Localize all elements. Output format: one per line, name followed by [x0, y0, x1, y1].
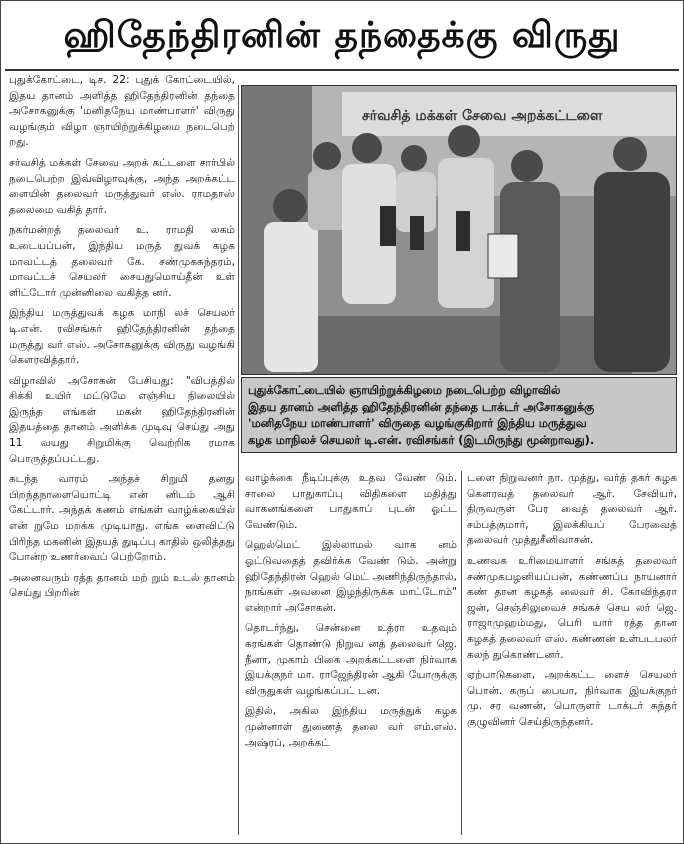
column-divider	[461, 471, 462, 835]
caption-line: புதுக்கோட்டையில் ஞாயிற்றுக்கிழமை நடைபெற்ற விழாவில்	[248, 383, 561, 397]
headline-rule	[5, 69, 679, 71]
article-column-3	[467, 471, 677, 839]
caption-line: கழக மாநிலச் செயலர் டி.என். ரவிசங்கர் (இடமிருந்து மூன்றாவது).	[248, 432, 595, 447]
column-divider	[238, 85, 239, 835]
article-paragraph: இந்திய மருத்துவக் கழக மாநி லச் செயலர் டி.என். ரவிசங்கர் ஹிதேந்திரனின் தந்தை மருத்து வர் எஸ். அசோகனுக்கு விருது வழங்கி கௌரவித்தார்.	[9, 307, 235, 367]
photo-caption	[241, 377, 677, 453]
article-paragraph: உணவக உரிமையாளர் சங்கத் தலைவர் சண்முகபழனியப்பன், கண்ணப்ப நாயனார் கண் தான கழகத் லைவர் சி. கோவிந்தரா ஜன், செஞ்சிலுவைச் சங்கச் செய லர் ஜெ. ராஜாமுஹம்மது, பெரி யார் ரத்த தான கழகத் தலைவர் எஸ். கண்ணன் உள்படபலர் கலந் துகொண்டனர்.	[467, 554, 677, 661]
article-paragraph: ஏற்பாடுகளை, அறக்கட்ட ளைச் செயலர் பொன். கருப் பையா, நிர்வாக இயக்குநர் மு. சர வணன், பொருளர் டாக்டர் சுந்தர் குழுவினர் செய்திருந்தனர்.	[467, 669, 677, 728]
photo-illustration	[242, 86, 677, 375]
article-column-1	[9, 73, 235, 839]
article-paragraph: டளை நிறுவனர் நா. முத்து, வர்த் தகர் கழக கௌரவத் தலைவர் ஆர். சேவியர், திருவருள் பேர வைத் தலைவர் ஆர். சம்பத்குமார், இலக்கியப் பேரவைத் தலைவர் முத்துசீனிவாசன்.	[467, 472, 677, 547]
headline: ஹிதேந்திரனின் தந்தைக்கு விருது	[63, 15, 621, 56]
article-column-2	[245, 471, 457, 839]
article-paragraph: தொடர்ந்து, சென்னை உத்ரா உதவும் கரங்கள் தொண்டு நிறுவ னத் தலைவர் ஜெ. நீனா, முகாம் பிகை அறக்கட்டளை நிர்வாக இயக்குநர் மா. ராஜேந்திரன் ஆகி யோருக்கு விருதுகள் வழங்கப்பட் டன.	[245, 622, 457, 697]
article-paragraph: ஹெல்மெட் இல்லாமல் வாக னம் ஓட்டுவதைத் தவிர்க்க வேண் டும். அன்று ஹிதேந்திரன் ஹெல் மெட் அணிந்திருந்தால், நாங்கள் அவனை இழந்திருக்க மாட்டோம்" என்றார் அசோகன்.	[245, 539, 457, 614]
article-paragraph: விழாவில் அசோகன் பேசியது: "விபத்தில் சிக்கி உயிர் மட்டுமே எஞ்சிய நிலையில் இருந்த எங்கள் மகன் ஹிதேந்திரனின் இதயத்தை தானம் அளிக்க முடிவு செய்து அது 11 வயது சிறுமிக்கு வெற்றிக ரமாக பொருத்தப்பட்டது.	[9, 374, 235, 465]
article-paragraph: நகர்மன்றத் தலைவர் உ. ராமதி லகம் உடையப்பன், இந்திய மருத் துவக் கழக மாவட்டத் தலைவர் கே. சண்முகசுந்தரம், மாவட்டச் செயலர் சையதுமொய்தீன் உள் ளிட்டோர் முன்னிலை வகித்த னர்.	[9, 224, 235, 299]
article-paragraph: அனைவரும் ரத்த தானம் மற் றும் உடல் தானம் செய்து பிறரின்	[9, 571, 235, 600]
article-paragraph: சர்வசித் மக்கள் சேவை அறக் கட்டளை சார்பில் நடைபெற்ற இவ்விழாவுக்கு, அந்த அறக்கட்ட ளையின் தலைவர் மருத்துவர் எஸ். ராமதாஸ் தலைமை வகித் தார்.	[9, 156, 235, 216]
photo-banner-text: சர்வசித் மக்கள் சேவை அறக்கட்டளை	[362, 108, 603, 124]
article-paragraph: இதில், அகில இந்திய மருத்துக் கழக முன்னாள் துணைத் தலை வர் எம்.எஸ். அஷ்ரப், அறக்கட்	[245, 705, 457, 749]
article-paragraph: வாழ்க்கை நீடிப்புக்கு உதவ வேண் டும். சாலை பாதுகாப்பு விதிகளை மதித்து வாகனங்களை பாதுகாப் புடன் ஓட்ட வேண்டும்.	[245, 472, 457, 531]
article-paragraph: கடந்த வாரம் அந்தச் சிறுமி தனது பிறந்தநாளையொட்டி என் னிடம் ஆசி கேட்டார். அந்தக் கணம் எங்கள் வாழ்க்கையில் என் றுமே மறக்க முடியாது. எங்க ளைவிட்டு பிரிந்த மகனின் இதயத் துடிப்பு காதில் ஒலித்தது போன்ற உணர்வைப் பெற்றோம்.	[9, 473, 235, 564]
caption-line: 'மனிதநேய மாண்பாளர்' விருதை வழங்குகிறார் இந்திய மருத்துவ	[248, 416, 587, 431]
article-paragraph: புதுக்கோட்டை, டிச. 22: புதுக் கோட்டையில், இதய தானம் அளித்த ஹிதேந்திரனின் தந்தை அசோகனுக்கு 'மனிதநேய மாண்பாளர்' விருது வழங்கும் விழா ஞாயிற்றுக்கிழமை நடைபெற் றது.	[9, 74, 235, 149]
award-ceremony-photo	[241, 85, 677, 375]
caption-line: இதய தானம் அளித்த ஹிதேந்திரனின் தந்தை டாக்டர் அசோகனுக்கு	[248, 399, 595, 414]
